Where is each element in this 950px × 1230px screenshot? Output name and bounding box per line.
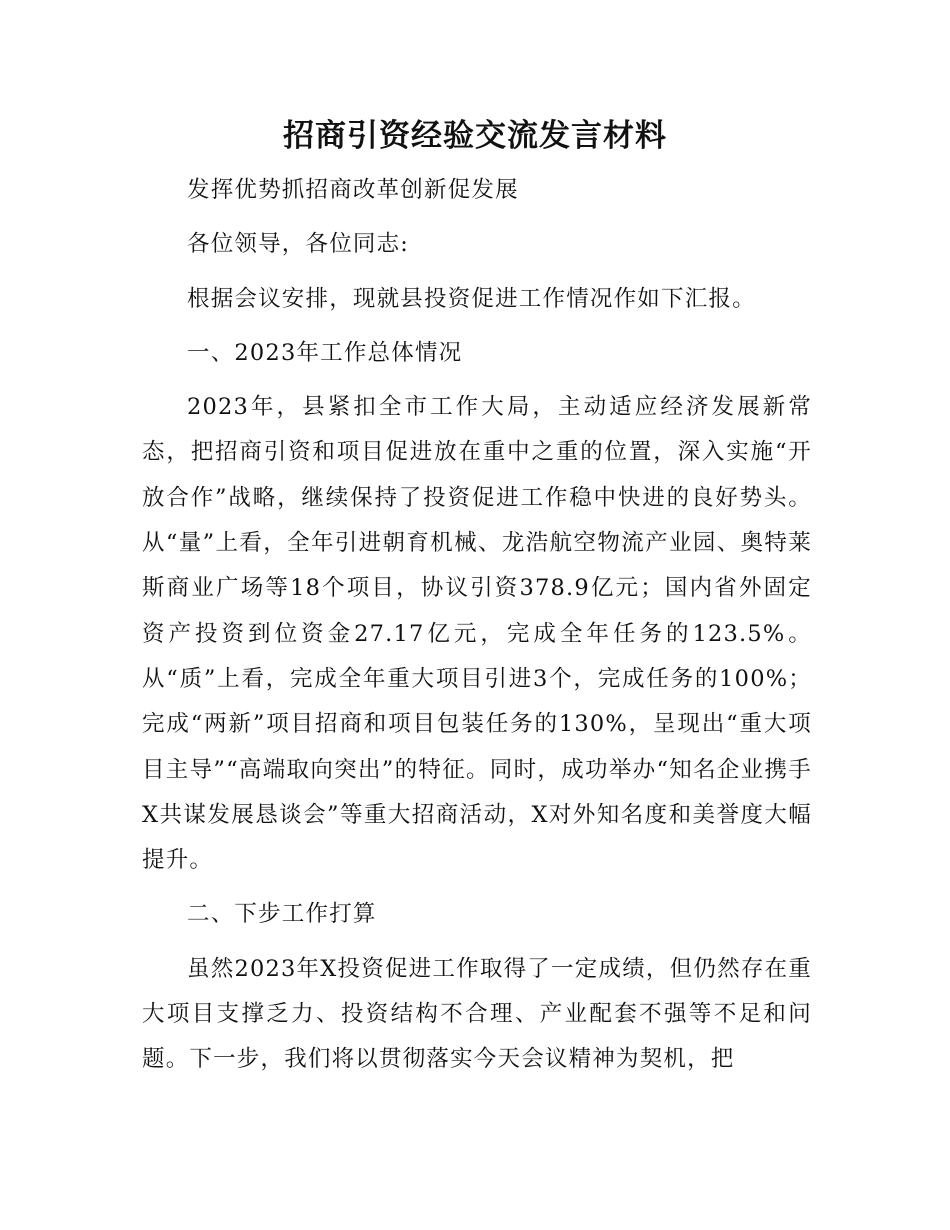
section-2-paragraph: 虽然2023年X投资促进工作取得了一定成绩，但仍然存在重大项目支撑乏力、投资结构不合理、产业配套不强等不足和问题。下一步，我们将以贯彻落实今天会议精神为契机，把: [142, 955, 812, 1073]
section-heading-1: 一、2023年工作总体情况: [187, 339, 463, 366]
intro-paragraph: 根据会议安排，现就县投资促进工作情况作如下汇报。: [187, 285, 756, 312]
salutation-paragraph: 各位领导，各位同志:: [187, 231, 410, 258]
subtitle-paragraph: 发挥优势抓招商改革创新促发展: [187, 177, 519, 203]
document-title: 招商引资经验交流发言材料: [283, 118, 667, 154]
document-body: [142, 168, 812, 1083]
section-1-paragraph: 2023年，县紧扣全市工作大局，主动适应经济发展新常态，把招商引资和项目促进放在重中之重的位置，深入实施“开放合作”战略，继续保持了投资促进工作稳中快进的良好势头。从“量”上看，全年引进朝育机械、龙浩航空物流产业园、奥特莱斯商业广场等18个项目，协议引资378.9亿元；国内省外固定资产投资到位资金27.17亿元，完成全年任务的123.5%。从“质”上看，完成全年重大项目引进3个，完成任务的100%；完成“两新”项目招商和项目包装任务的130%，呈现出“重大项目主导”“高端取向突出”的特征。同时，成功举办“知名企业携手X共谋发展恳谈会”等重大招商活动，X对外知名度和美誉度大幅提升。: [142, 394, 812, 874]
section-heading-2: 二、下步工作打算: [187, 901, 377, 928]
